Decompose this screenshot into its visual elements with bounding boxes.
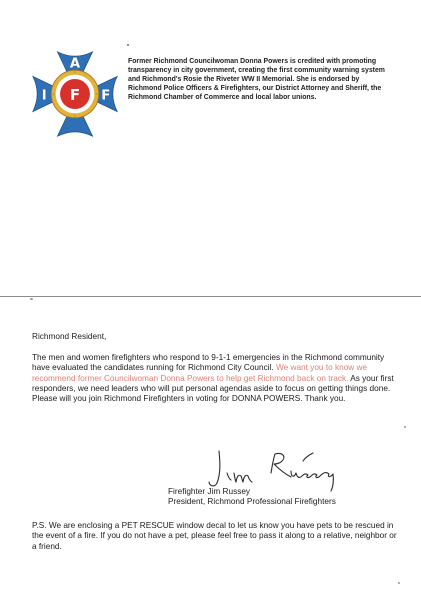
bullet-dot (127, 44, 129, 46)
letter-body-intro: The men and women firefighters who respond to 9-1-1 emergencies in the Richmond community have evaluated the candidates running for Richmond City Council. (32, 353, 385, 373)
scan-speck (404, 426, 406, 428)
letter-body (32, 353, 394, 404)
logo-letter-left: I (41, 88, 47, 104)
logo-letter-top: A (69, 56, 81, 72)
letter-body-highlight: We want you to know we recommend former Councilwoman Donna Powers to help get Richmond back on track. (32, 363, 368, 383)
fold-line-divider (0, 296, 421, 297)
signer-name: Firefighter Jim Russey (168, 487, 251, 496)
signer-title: President, Richmond Professional Firefighters (168, 497, 336, 507)
logo-ring-text: AFL-CIO (63, 125, 87, 132)
scan-speck (398, 582, 400, 584)
letter-body-rest: As your first responders, we need leaders who will put personal agendas aside to focus on getting things done. Please will you join Richmond Firefighters in voting for DONNA POWERS. Thank you. (32, 373, 394, 404)
scan-speck (30, 298, 33, 300)
iaff-logo-icon (31, 50, 119, 138)
logo-letter-right: F (101, 88, 111, 104)
postscript-paragraph: P.S. We are enclosing a PET RESCUE window decal to let us know you have pets to be rescued in the event of a fire. If you do not have a pet, please feel free to pass it along to a relative, neighbor or a friend. (32, 521, 397, 551)
endorsement-paragraph: Former Richmond Councilwoman Donna Powers is credited with promoting transparency in city government, creating the first community warning system and Richmond's Rosie the Riveter WW II Memorial. She is endorsed by Richmond Police Officers & Firefighters, our District Attorney and Sheriff, the Richmond Chamber of Commerce and local labor unions. (128, 58, 385, 101)
signer-block (168, 487, 336, 508)
logo-letter-center: F (69, 86, 81, 105)
letter-salutation: Richmond Resident, (32, 332, 107, 341)
